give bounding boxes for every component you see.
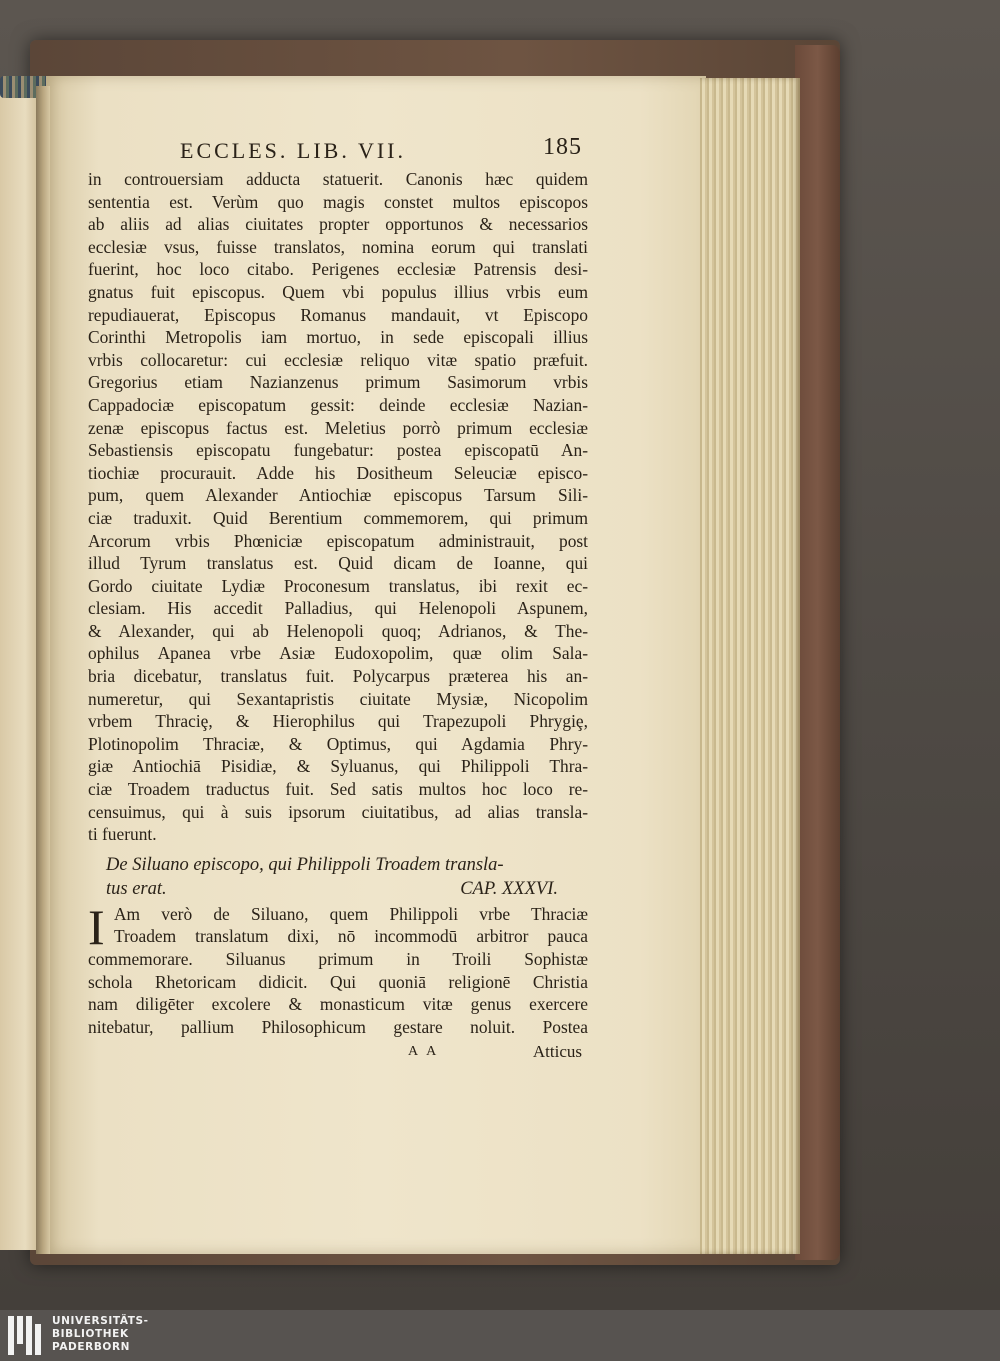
page-number: 185	[543, 134, 582, 160]
text-line: ophilus Apanea vrbe Asiæ Eudoxopolim, quæ olim Sala-	[88, 643, 588, 664]
text-line: Corinthi Metropolis iam mortuo, in sede episcopali illius	[88, 327, 588, 348]
chapter-text-line: Am verò de Siluano, quem Philippoli vrbe Thraciæ	[114, 903, 588, 924]
page-text-block	[88, 134, 588, 1068]
text-line: numeretur, qui Sexantapristis ciuitate Mysiæ, Nicopolim	[88, 688, 588, 709]
chapter-number: CAP. XXXVI.	[460, 878, 558, 899]
text-line: illud Tyrum translatus est. Quid dicam de Ioanne, qui	[88, 553, 588, 574]
library-logo-line-1: UNIVERSITÄTS-	[52, 1315, 149, 1327]
text-line: ab aliis ad alias ciuitates propter opportunos & necessarios	[88, 214, 588, 235]
text-line: censuimus, qui à suis ipsorum ciuitatibus, ad alias transla-	[88, 801, 588, 822]
text-line: gnatus fuit episcopus. Quem vbi populus illius vrbis eum	[88, 281, 588, 302]
text-line: vrbis collocaretur: cui ecclesiæ reliquo vitæ spatio præfuit.	[88, 349, 588, 370]
page-footer	[88, 1042, 588, 1068]
chapter-text	[88, 898, 588, 1039]
book-cover-edge	[795, 45, 840, 1260]
chapter-text-line: schola Rhetoricam didicit. Qui quoniā religionē Christia	[88, 971, 588, 992]
chapter-body	[88, 898, 588, 1039]
text-line: Sebastiensis episcopatu fungebatur: postea episcopatū An-	[88, 440, 588, 461]
text-line: tiochiæ procurauit. Adde his Dositheum Seleuciæ episco-	[88, 462, 588, 483]
text-line: ti fuerunt.	[88, 824, 157, 845]
text-line: repudiauerat, Episcopus Romanus mandauit, vt Episcopo	[88, 304, 588, 325]
text-line: zenæ episcopus factus est. Meletius porrò primum ecclesiæ	[88, 417, 588, 438]
library-logo-line-3: PADERBORN	[52, 1341, 131, 1353]
page-fore-edge	[700, 78, 800, 1254]
text-line: ecclesiæ vsus, fuisse translatos, nomina eorum qui translati	[88, 236, 588, 257]
chapter-text-line: nam diligēter excolere & monasticum vitæ genus exercere	[88, 994, 588, 1015]
text-line: Cappadociæ episcopatum gessit: deinde ecclesiæ Nazian-	[88, 394, 588, 415]
page-gutter	[36, 86, 50, 1254]
text-line: fuerint, hoc loco citabo. Perigenes ecclesiæ Patrensis desi-	[88, 259, 588, 280]
drop-cap: I	[88, 898, 105, 955]
catchword: Atticus	[532, 1042, 582, 1062]
text-line: pum, quem Alexander Antiochiæ episcopus Tarsum Sili-	[88, 485, 588, 506]
chapter-text-line: nitebatur, pallium Philosophicum gestare noluit. Postea	[88, 1016, 588, 1037]
main-text	[88, 168, 588, 846]
running-title: ECCLES. LIB. VII.	[180, 138, 406, 163]
chapter-heading-tail: tus erat.	[106, 878, 167, 899]
chapter-heading-line-2	[88, 877, 588, 901]
text-line: ciæ traduxit. Quid Berentium commemorem, qui primum	[88, 507, 588, 528]
text-line: vrbem Thraciȩ, & Hierophilus qui Trapezupoli Phrygiȩ,	[88, 711, 588, 732]
library-logo-icon	[6, 1314, 46, 1357]
text-line: & Alexander, qui ab Helenopoli quoq; Adrianos, & The-	[88, 620, 588, 641]
text-line: clesiam. His accedit Palladius, qui Helenopoli Aspunem,	[88, 598, 588, 619]
chapter-heading	[88, 853, 588, 901]
text-line: ciæ Troadem traductus fuit. Sed satis multos hoc loco re-	[88, 779, 588, 800]
text-line: in controuersiam adducta statuerit. Canonis hæc quidem	[88, 169, 588, 189]
text-line: sententia est. Verùm quo magis constet multos episcopos	[88, 191, 588, 212]
library-logo-bar	[0, 1310, 1000, 1361]
signature-mark: A A	[408, 1044, 440, 1060]
chapter-heading-line-1: De Siluano episcopo, qui Philippoli Troadem transla-	[106, 854, 504, 875]
text-line: giæ Antiochiā Pisidiæ, & Syluanus, qui Philippoli Thra-	[88, 756, 588, 777]
chapter-text-line: Troadem translatum dixi, nō incommodū arbitror pauca	[114, 926, 588, 947]
text-line: Arcorum vrbis Phœniciæ episcopatum administrauit, post	[88, 530, 588, 551]
library-logo-line-2: BIBLIOTHEK	[52, 1328, 129, 1340]
text-line: Gregorius etiam Nazianzenus primum Sasimorum vrbis	[88, 372, 588, 393]
chapter-text-line: commemorare. Siluanus primum in Troili Sophistæ	[88, 949, 588, 969]
page-header	[88, 134, 588, 168]
text-line: Plotinopolim Thraciæ, & Optimus, qui Agdamia Phry-	[88, 733, 588, 754]
library-logo-text	[52, 1315, 149, 1354]
text-line: bria dicebatur, translatus fuit. Polycarpus præterea his an-	[88, 666, 588, 687]
text-line: Gordo ciuitate Lydiæ Proconesum translatus, ibi rexit ec-	[88, 575, 588, 596]
